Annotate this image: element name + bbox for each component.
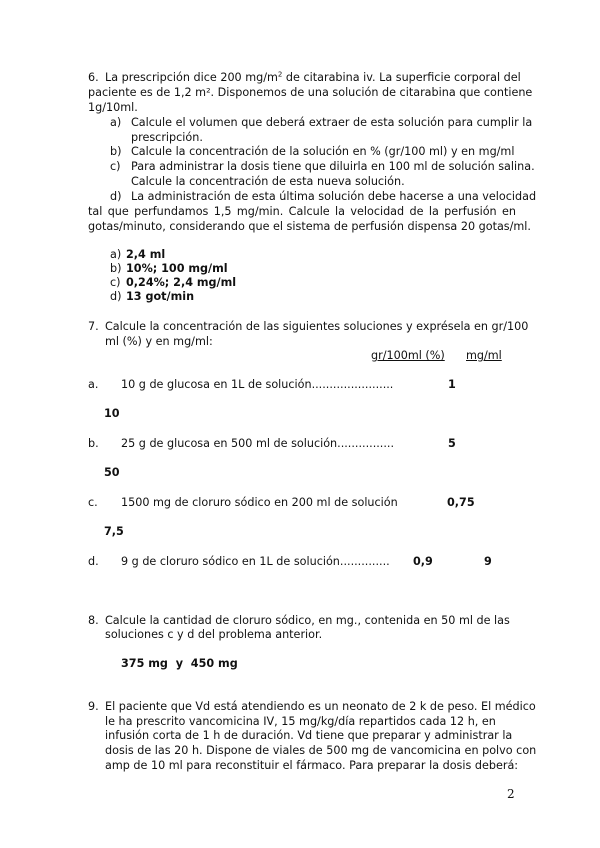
q6-answer-a: 2,4 ml (126, 248, 166, 261)
q6-answer-d: 13 got/min (126, 290, 195, 303)
q6-a-label: a) (110, 116, 122, 129)
q9-line3: infusión corta de 1 h de duración. Vd tiene que preparar y administrar la (105, 729, 513, 742)
q7-item-b-label: b. (88, 437, 99, 450)
q7-number: 7. (88, 320, 99, 333)
q8-line2: soluciones c y d del problema anterior. (105, 628, 323, 641)
q6-d-label: d) (110, 190, 122, 203)
q8-line1: Calcule la cantidad de cloruro sódico, en mg., contenida en 50 ml de las (105, 614, 510, 627)
q7-item-a-text: 10 g de glucosa en 1L de solución....................... (121, 378, 394, 391)
q7-item-d-text: 9 g de cloruro sódico en 1L de solución.............. (121, 555, 390, 568)
q7-item-a-pct: 1 (448, 378, 456, 391)
q6-answer-d-label: d) (110, 290, 122, 303)
q7-col-mg-header: mg/ml (466, 349, 502, 362)
q7-col-pct-header: gr/100ml (%) (371, 349, 445, 362)
q7-item-b-mg: 50 (104, 466, 120, 479)
q7-item-c-mg: 7,5 (104, 525, 124, 538)
q7-item-a-mg: 10 (104, 407, 120, 420)
q7-item-c-text: 1500 mg de cloruro sódico en 200 ml de solución (121, 496, 398, 509)
q9-line4: dosis de las 20 h. Dispone de viales de 500 mg de vancomicina en polvo con (105, 744, 537, 757)
q6-line1: La prescripción dice 200 $mg/m^2$ de citarabina iv. La superficie corporal del (105, 70, 521, 84)
q6-d-line2: tal que perfundamos 1,5 mg/min. Calcule la velocidad de la perfusión en (88, 205, 516, 218)
q7-line1: Calcule la concentración de las siguientes soluciones y exprésela en gr/100 (105, 320, 529, 333)
q9-line1: El paciente que Vd está atendiendo es un neonato de 2 k de peso. El médico (105, 700, 536, 713)
q6-line3: 1g/10ml. (88, 101, 138, 114)
q7-item-b-text: 25 g de glucosa en 500 ml de solución................ (121, 437, 395, 450)
q6-c-label: c) (110, 160, 121, 173)
q6-answer-c-label: c) (110, 276, 121, 289)
q6-answer-b-label: b) (110, 262, 122, 275)
q6-number: 6. (88, 71, 99, 84)
q6-c-line2: Calcule la concentración de esta nueva solución. (131, 175, 405, 188)
q6-b-text: Calcule la concentración de la solución en % (gr/100 ml) y en mg/ml (131, 145, 515, 158)
q7-item-d-pct: 0,9 (413, 555, 433, 568)
q6-answer-c: 0,24%; 2,4 mg/ml (126, 276, 237, 289)
q7-item-d-label: d. (88, 555, 99, 568)
page-number: 2 (507, 787, 515, 801)
q7-item-c-label: c. (88, 496, 98, 509)
q6-answer-b: 10%; 100 mg/ml (126, 262, 228, 275)
q6-c-line1: Para administrar la dosis tiene que diluirla en 100 ml de solución salina. (131, 160, 535, 173)
q8-number: 8. (88, 614, 99, 627)
q6-a-line2: prescripción. (131, 131, 203, 144)
q6-a-line1: Calcule el volumen que deberá extraer de esta solución para cumplir la (131, 116, 533, 129)
q7-item-b-pct: 5 (448, 437, 456, 450)
q6-d-line1: La administración de esta última solución debe hacerse a una velocidad (131, 190, 537, 203)
q7-item-d-mg: 9 (484, 555, 492, 568)
q6-answer-a-label: a) (110, 248, 122, 261)
q7-line2: ml (%) y en mg/ml: (105, 335, 213, 348)
q7-item-a-label: a. (88, 378, 99, 391)
q6-line2: paciente es de 1,2 m². Disponemos de una solución de citarabina que contiene (88, 86, 533, 99)
q9-number: 9. (88, 700, 99, 713)
q6-d-line3: gotas/minuto, considerando que el sistema de perfusión dispensa 20 gotas/ml. (88, 220, 531, 233)
q8-answer: 375 mg y 450 mg (121, 657, 238, 670)
q9-line5: amp de 10 ml para reconstituir el fármaco. Para preparar la dosis deberá: (105, 759, 519, 772)
q6-b-label: b) (110, 145, 122, 158)
q7-item-c-pct: 0,75 (447, 496, 475, 509)
q9-line2: le ha prescrito vancomicina IV, 15 mg/kg/día repartidos cada 12 h, en (105, 715, 496, 728)
